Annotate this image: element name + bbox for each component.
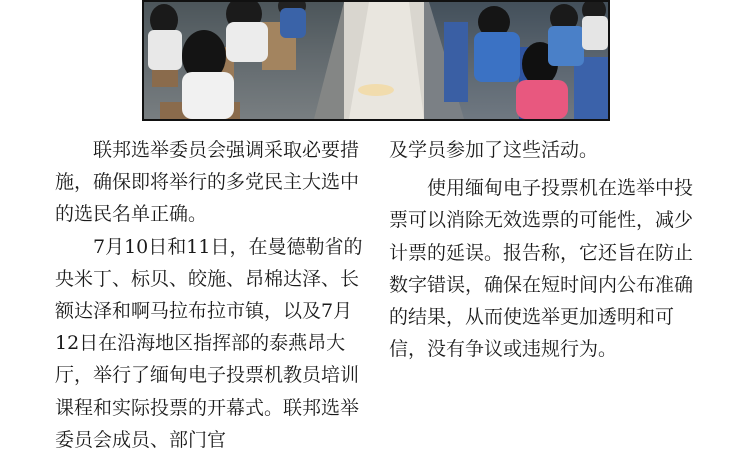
article-column-right bbox=[389, 134, 701, 365]
left-paragraph-2: 7月10日和11日，在曼德勒省的央米丁、标贝、皎施、昂棉达泽、长额达泽和啊马拉布拉市镇，以及7月12日在沿海地区指挥部的泰燕昂大厅，举行了缅甸电子投票机教员培训课程和实际投票的开幕式。联邦选举委员会成员、部门官 bbox=[55, 235, 363, 451]
audience-photo bbox=[142, 0, 610, 121]
audience-photo-illustration bbox=[144, 2, 608, 119]
left-paragraph-1: 联邦选举委员会强调采取必要措施，确保即将举行的多党民主大选中的选民名单正确。 bbox=[55, 139, 360, 226]
right-paragraph-1: 及学员参加了这些活动。 bbox=[389, 139, 599, 161]
article-column-left bbox=[55, 134, 371, 456]
right-paragraph-2: 使用缅甸电子投票机在选举中投票可以消除无效选票的可能性，减少计票的延误。报告称，它还旨在防止数字错误，确保在短时间内公布准确的结果，从而使选举更加透明和可信，没有争议或违规行为。 bbox=[389, 177, 694, 361]
